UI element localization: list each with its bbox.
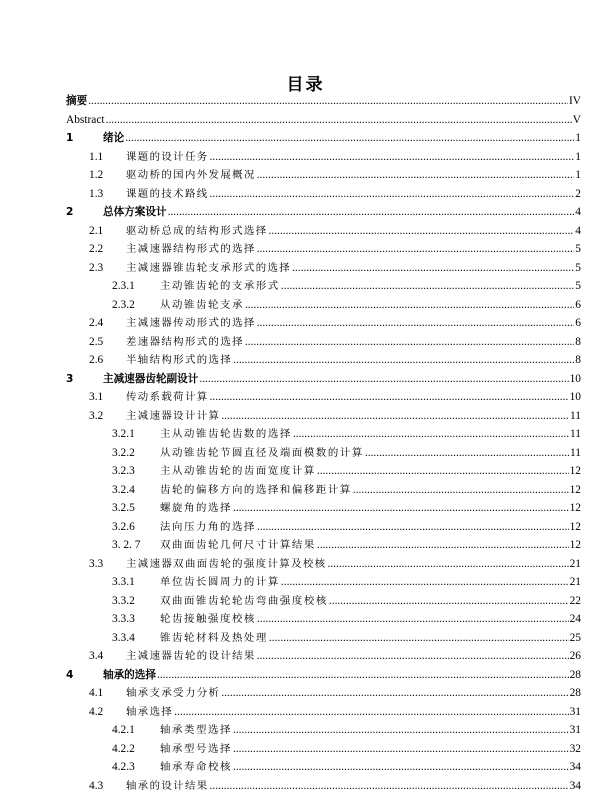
toc-page-number: 12 bbox=[569, 483, 581, 496]
toc-entry-title: 轴承寿命校核 bbox=[160, 761, 232, 773]
toc-dot-leader bbox=[221, 684, 568, 702]
toc-page-number: 12 bbox=[569, 502, 581, 514]
toc-entry-title: 轴承的选择 bbox=[103, 668, 156, 681]
toc-dot-leader bbox=[210, 777, 569, 795]
toc-page-number: 34 bbox=[569, 761, 581, 773]
toc-page-number: 1 bbox=[575, 132, 581, 144]
toc-page-number: V bbox=[572, 113, 581, 126]
toc-dot-leader bbox=[257, 647, 569, 665]
toc-dot-leader bbox=[365, 444, 569, 462]
toc-page-number: 1 bbox=[575, 169, 581, 181]
toc-page-number: 11 bbox=[570, 409, 581, 422]
toc-entry-title: 轮齿接触强度校核 bbox=[160, 613, 256, 625]
toc-entry-title: 轴承选择 bbox=[126, 705, 174, 718]
toc-entry bbox=[0, 296, 611, 314]
toc-entry-title: 主减速器设计计算 bbox=[126, 409, 221, 422]
toc-page-number: 12 bbox=[569, 539, 581, 551]
toc-page-number: 22 bbox=[569, 594, 581, 607]
toc-dot-leader bbox=[257, 314, 575, 332]
toc-page-number: 8 bbox=[575, 335, 581, 348]
toc-dot-leader bbox=[199, 370, 568, 388]
toc-entry-number: 1 bbox=[66, 132, 74, 144]
toc-entry-number: 4 bbox=[66, 668, 74, 681]
toc-entry-title: 半轴结构形式的选择 bbox=[126, 354, 233, 366]
toc-entry-number: 2 bbox=[66, 206, 74, 218]
toc-entry-number: 1.1 bbox=[89, 150, 104, 163]
toc-entry bbox=[0, 462, 611, 480]
toc-page-number: 21 bbox=[569, 557, 581, 570]
toc-entry bbox=[0, 129, 611, 147]
toc-entry-title: 法向压力角的选择 bbox=[160, 520, 256, 533]
toc-entry-title: 主从动锥齿轮的齿面宽度计算 bbox=[160, 465, 316, 477]
toc-page-number: 12 bbox=[569, 465, 581, 477]
toc-entry bbox=[0, 407, 611, 425]
toc-page-number: 12 bbox=[569, 520, 581, 533]
toc-dot-leader bbox=[293, 425, 569, 443]
toc-page-number: 31 bbox=[569, 705, 581, 718]
toc-dot-leader bbox=[317, 536, 569, 554]
toc-entry-title: 从动锥齿轮节圆直径及端面模数的计算 bbox=[160, 446, 364, 459]
toc-entry-number: 3.3.4 bbox=[112, 631, 135, 644]
toc-entry-number: 4.1 bbox=[89, 687, 104, 699]
toc-entry bbox=[0, 684, 611, 702]
toc-dot-leader bbox=[233, 721, 569, 739]
toc-entry-number: 2.6 bbox=[89, 354, 104, 366]
toc-entry bbox=[0, 148, 611, 166]
toc-entry-title: 主减速器锥齿轮支承形式的选择 bbox=[126, 261, 292, 274]
toc-dot-leader bbox=[281, 277, 574, 295]
toc-entry-title: 课题的设计任务 bbox=[126, 150, 209, 163]
toc-page-number: 32 bbox=[569, 742, 581, 755]
toc-entry bbox=[0, 555, 611, 573]
toc-entry bbox=[0, 203, 611, 221]
toc-entry bbox=[0, 314, 611, 332]
toc-entry bbox=[0, 758, 611, 776]
toc-page-number: 2 bbox=[575, 187, 581, 200]
toc-entry-number: 2.2 bbox=[89, 243, 104, 255]
toc-page-number: 5 bbox=[575, 261, 581, 274]
toc-entry-number: 3.2 bbox=[89, 409, 104, 422]
toc-entry bbox=[0, 240, 611, 258]
toc-dot-leader bbox=[269, 222, 575, 240]
toc-entry-number: 3.2.5 bbox=[112, 502, 135, 514]
toc-entry-title: 主减速器齿轮副设计 bbox=[103, 372, 199, 385]
toc-entry-number: 2.3.1 bbox=[112, 280, 135, 292]
toc-dot-leader bbox=[210, 148, 575, 166]
toc-entry-title: 双曲面锥齿轮轮齿弯曲强度校核 bbox=[160, 594, 328, 607]
toc-entry-title: 轴承的设计结果 bbox=[126, 779, 209, 792]
toc-entry-number: 3.2.4 bbox=[112, 483, 135, 496]
toc-entry-title: 主减速器齿轮的设计结果 bbox=[126, 650, 256, 662]
toc-entry-title: 总体方案设计 bbox=[103, 206, 167, 218]
toc-page-number: 5 bbox=[575, 280, 581, 292]
toc-dot-leader bbox=[210, 185, 575, 203]
toc-entry bbox=[0, 703, 611, 721]
toc-entry bbox=[0, 388, 611, 406]
toc-dot-leader bbox=[281, 573, 569, 591]
toc-entry bbox=[0, 444, 611, 462]
toc-entry-number: 3.3.2 bbox=[112, 594, 135, 607]
toc-entry-number: 3.2.2 bbox=[112, 446, 135, 459]
toc-page-number: 4 bbox=[575, 206, 581, 218]
toc-entry bbox=[0, 777, 611, 795]
toc-entry-title: 双曲面齿轮几何尺寸计算结果 bbox=[160, 539, 316, 551]
toc-dot-leader bbox=[269, 629, 569, 647]
toc-entry bbox=[0, 111, 611, 129]
toc-entry bbox=[0, 259, 611, 277]
toc-entry bbox=[0, 518, 611, 536]
toc-entry-number: 1.2 bbox=[89, 169, 104, 181]
toc-dot-leader bbox=[157, 666, 569, 684]
toc-page-number: 26 bbox=[569, 650, 581, 662]
toc-entry bbox=[0, 592, 611, 610]
toc-dot-leader bbox=[245, 333, 574, 351]
toc-entry bbox=[0, 647, 611, 665]
toc-entry bbox=[0, 166, 611, 184]
toc-entry-number: 3.4 bbox=[89, 650, 104, 662]
toc-entry bbox=[0, 499, 611, 517]
toc-entry-number: 3.3.3 bbox=[112, 613, 135, 625]
toc-page-number: 25 bbox=[569, 631, 581, 644]
toc-entry-number: 4.2.3 bbox=[112, 761, 135, 773]
toc-dot-leader bbox=[210, 388, 569, 406]
toc-dot-leader bbox=[245, 296, 574, 314]
toc-entry-title: 轴承支承受力分析 bbox=[126, 687, 221, 699]
toc-dot-leader bbox=[233, 351, 574, 369]
toc-dot-leader bbox=[257, 166, 575, 184]
toc-entry-number: 3 bbox=[66, 372, 74, 385]
toc-entry bbox=[0, 222, 611, 240]
toc-dot-leader bbox=[233, 499, 569, 517]
toc-entry-number: 3.3.1 bbox=[112, 576, 135, 588]
toc-entry-number: 4.2 bbox=[89, 705, 104, 718]
toc-dot-leader bbox=[329, 592, 569, 610]
toc-entry-title: 轴承型号选择 bbox=[160, 742, 232, 755]
toc-dot-leader bbox=[327, 555, 568, 573]
toc-entry-title: 主减速器结构形式的选择 bbox=[126, 243, 256, 255]
toc-entry-title: 螺旋角的选择 bbox=[160, 502, 232, 514]
toc-entry-title: Abstract bbox=[66, 113, 105, 126]
toc-page-number: 21 bbox=[569, 576, 581, 588]
toc-dot-leader bbox=[174, 703, 568, 721]
toc-page-number: 10 bbox=[569, 391, 581, 403]
toc-entry-title: 摘要 bbox=[66, 95, 88, 107]
toc-entry-number: 3.2.3 bbox=[112, 465, 135, 477]
toc-entry-number: 4.2.2 bbox=[112, 742, 135, 755]
toc-entry-title: 主减速器双曲面齿轮的强度计算及校核 bbox=[126, 557, 327, 570]
toc-page-number: 6 bbox=[575, 317, 581, 329]
toc-entry-number: 3.2.1 bbox=[112, 428, 135, 440]
toc-page-number: 11 bbox=[570, 428, 581, 440]
toc-entry bbox=[0, 92, 611, 110]
toc-entry-title: 驱动桥的国内外发展概况 bbox=[126, 169, 256, 181]
toc-page-number: 31 bbox=[569, 724, 581, 736]
toc-dot-leader bbox=[257, 610, 569, 628]
toc-entry-number: 2.4 bbox=[89, 317, 104, 329]
toc-page-number: 10 bbox=[569, 372, 581, 385]
toc-entry-title: 从动锥齿轮支承 bbox=[160, 298, 244, 311]
toc-entry-title: 绪论 bbox=[103, 132, 125, 144]
toc-entry bbox=[0, 573, 611, 591]
toc-page-number: 34 bbox=[569, 779, 581, 792]
toc-entry bbox=[0, 629, 611, 647]
toc-entry-number: 3.1 bbox=[89, 391, 104, 403]
toc-dot-leader bbox=[233, 740, 569, 758]
toc-entry-title: 主动锥齿轮的支承形式 bbox=[160, 280, 280, 292]
toc-title: 目录 bbox=[286, 75, 325, 95]
toc-entry-number: 4.2.1 bbox=[112, 724, 135, 736]
toc-entry bbox=[0, 740, 611, 758]
toc-page-number: 5 bbox=[575, 243, 581, 255]
toc-entry-title: 齿轮的偏移方向的选择和偏移距计算 bbox=[160, 483, 352, 496]
toc-page-number: IV bbox=[568, 95, 581, 107]
toc-entry bbox=[0, 333, 611, 351]
toc-page-number: 28 bbox=[569, 687, 581, 699]
toc-entry-number: 4.3 bbox=[89, 779, 104, 792]
toc-page-number: 24 bbox=[569, 613, 581, 625]
toc-entry-number: 3.2.6 bbox=[112, 520, 135, 533]
toc-dot-leader bbox=[168, 203, 575, 221]
toc-entry bbox=[0, 721, 611, 739]
toc-dot-leader bbox=[221, 407, 569, 425]
toc-dot-leader bbox=[88, 92, 568, 110]
toc-entry-number: 3. 2. 7 bbox=[112, 539, 141, 551]
toc-page-number: 11 bbox=[570, 446, 581, 459]
toc-entry-title: 差速器结构形式的选择 bbox=[126, 335, 244, 348]
toc-entry-number: 2.3 bbox=[89, 261, 104, 274]
toc-dot-leader bbox=[257, 518, 569, 536]
toc-entry-title: 单位齿长圆周力的计算 bbox=[160, 576, 280, 588]
toc-dot-leader bbox=[257, 240, 575, 258]
toc-entry-number: 1.3 bbox=[89, 187, 104, 200]
toc-entry-number: 3.3 bbox=[89, 557, 104, 570]
toc-entry bbox=[0, 351, 611, 369]
toc-page-number: 1 bbox=[575, 150, 581, 163]
toc-entry bbox=[0, 536, 611, 554]
toc-entry-title: 课题的技术路线 bbox=[126, 187, 209, 200]
toc-entry bbox=[0, 425, 611, 443]
toc-entry-title: 主减速器传动形式的选择 bbox=[126, 317, 256, 329]
toc-page-number: 28 bbox=[569, 668, 581, 681]
toc-entry-number: 2.1 bbox=[89, 224, 104, 237]
toc-entry-title: 驱动桥总成的结构形式选择 bbox=[126, 224, 268, 237]
toc-entry bbox=[0, 185, 611, 203]
toc-entry bbox=[0, 481, 611, 499]
toc-entry bbox=[0, 666, 611, 684]
toc-entry-number: 2.3.2 bbox=[112, 298, 135, 311]
toc-entry bbox=[0, 370, 611, 388]
toc-dot-leader bbox=[233, 758, 569, 776]
toc-page-number: 8 bbox=[575, 354, 581, 366]
toc-entry-title: 锥齿轮材料及热处理 bbox=[160, 631, 268, 644]
toc-entry-title: 传动系载荷计算 bbox=[126, 391, 209, 403]
toc-entry bbox=[0, 277, 611, 295]
toc-entry-title: 主从动锥齿轮齿数的选择 bbox=[160, 428, 292, 440]
toc-dot-leader bbox=[353, 481, 569, 499]
toc-page-number: 6 bbox=[575, 298, 581, 311]
toc-dot-leader bbox=[125, 129, 574, 147]
toc-page-number: 4 bbox=[575, 224, 581, 237]
toc-entry-number: 2.5 bbox=[89, 335, 104, 348]
toc-entry-title: 轴承类型选择 bbox=[160, 724, 232, 736]
toc-dot-leader bbox=[292, 259, 574, 277]
toc-dot-leader bbox=[106, 111, 572, 129]
toc-dot-leader bbox=[317, 462, 569, 480]
toc-entry bbox=[0, 610, 611, 628]
